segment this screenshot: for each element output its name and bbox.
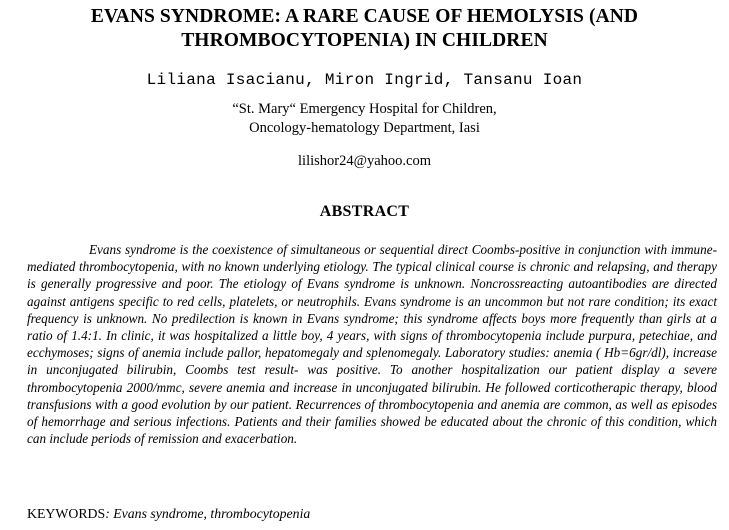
keywords-label: KEYWORDS (27, 506, 106, 521)
keywords-value: : Evans syndrome, thrombocytopenia (105, 506, 311, 521)
affiliation-line-2: Oncology-hematology Department, Iasi (249, 120, 480, 136)
abstract-body: Evans syndrome is the coexistence of simultaneous or sequential direct Coombs-positive in conjunction with immune-mediated thrombocytopenia, with no known underlying etiology. The typical clinical course is chronic and relapsing, and therapy is generally progressive and poor. The etiology of Evans syndrome is unknown. Noncrossreacting autoantibodies are directed against antigens specific to red cells, platelets, or neutrophils. Evans syndrome is an uncommon but not rare condition; its exact frequency is unknown. No predilection is known in Evans syndrome; this syndrome affects boys more frequently than girls at a ratio of 1.4:1. In clinic, it was hospitalized a little boy, 4 years, with signs of thrombocytopenia include purpura, petechiae, and ecchymoses; signs of anemia include pallor, hepatomegaly and splenomegaly. Laboratory studies: anemia ( Hb=6gr/dl), increase in unconjugated bilirubin, Coombs test result- was positive. To another hospitalization our patient display a severe thrombocytopenia 2000/mmc, severe anemia and increase in unconjugated bilirubin. He followed corticotherapic therapy, blood transfusions with a good evolution by our patient. Recurrences of thrombocytopenia and anemia are common, as well as episodes of hemorrhage and serious infections. Patients and their families showed be educated about the chronic of this condition, which can include periods of remission and exacerbation. (27, 242, 717, 447)
author-list: Liliana Isacianu, Miron Ingrid, Tansanu Ioan (146, 71, 583, 89)
paper-title-line-2: THROMBOCYTOPENIA) IN CHILDREN (181, 30, 548, 51)
contact-email: lilishor24@yahoo.com (298, 153, 431, 169)
abstract-heading: ABSTRACT (319, 203, 410, 220)
paper-title-line-1: EVANS SYNDROME: A RARE CAUSE OF HEMOLYSIS (AND (90, 6, 639, 27)
keywords-line (27, 505, 717, 523)
affiliation-line-1: “St. Mary“ Emergency Hospital for Children, (232, 101, 497, 117)
